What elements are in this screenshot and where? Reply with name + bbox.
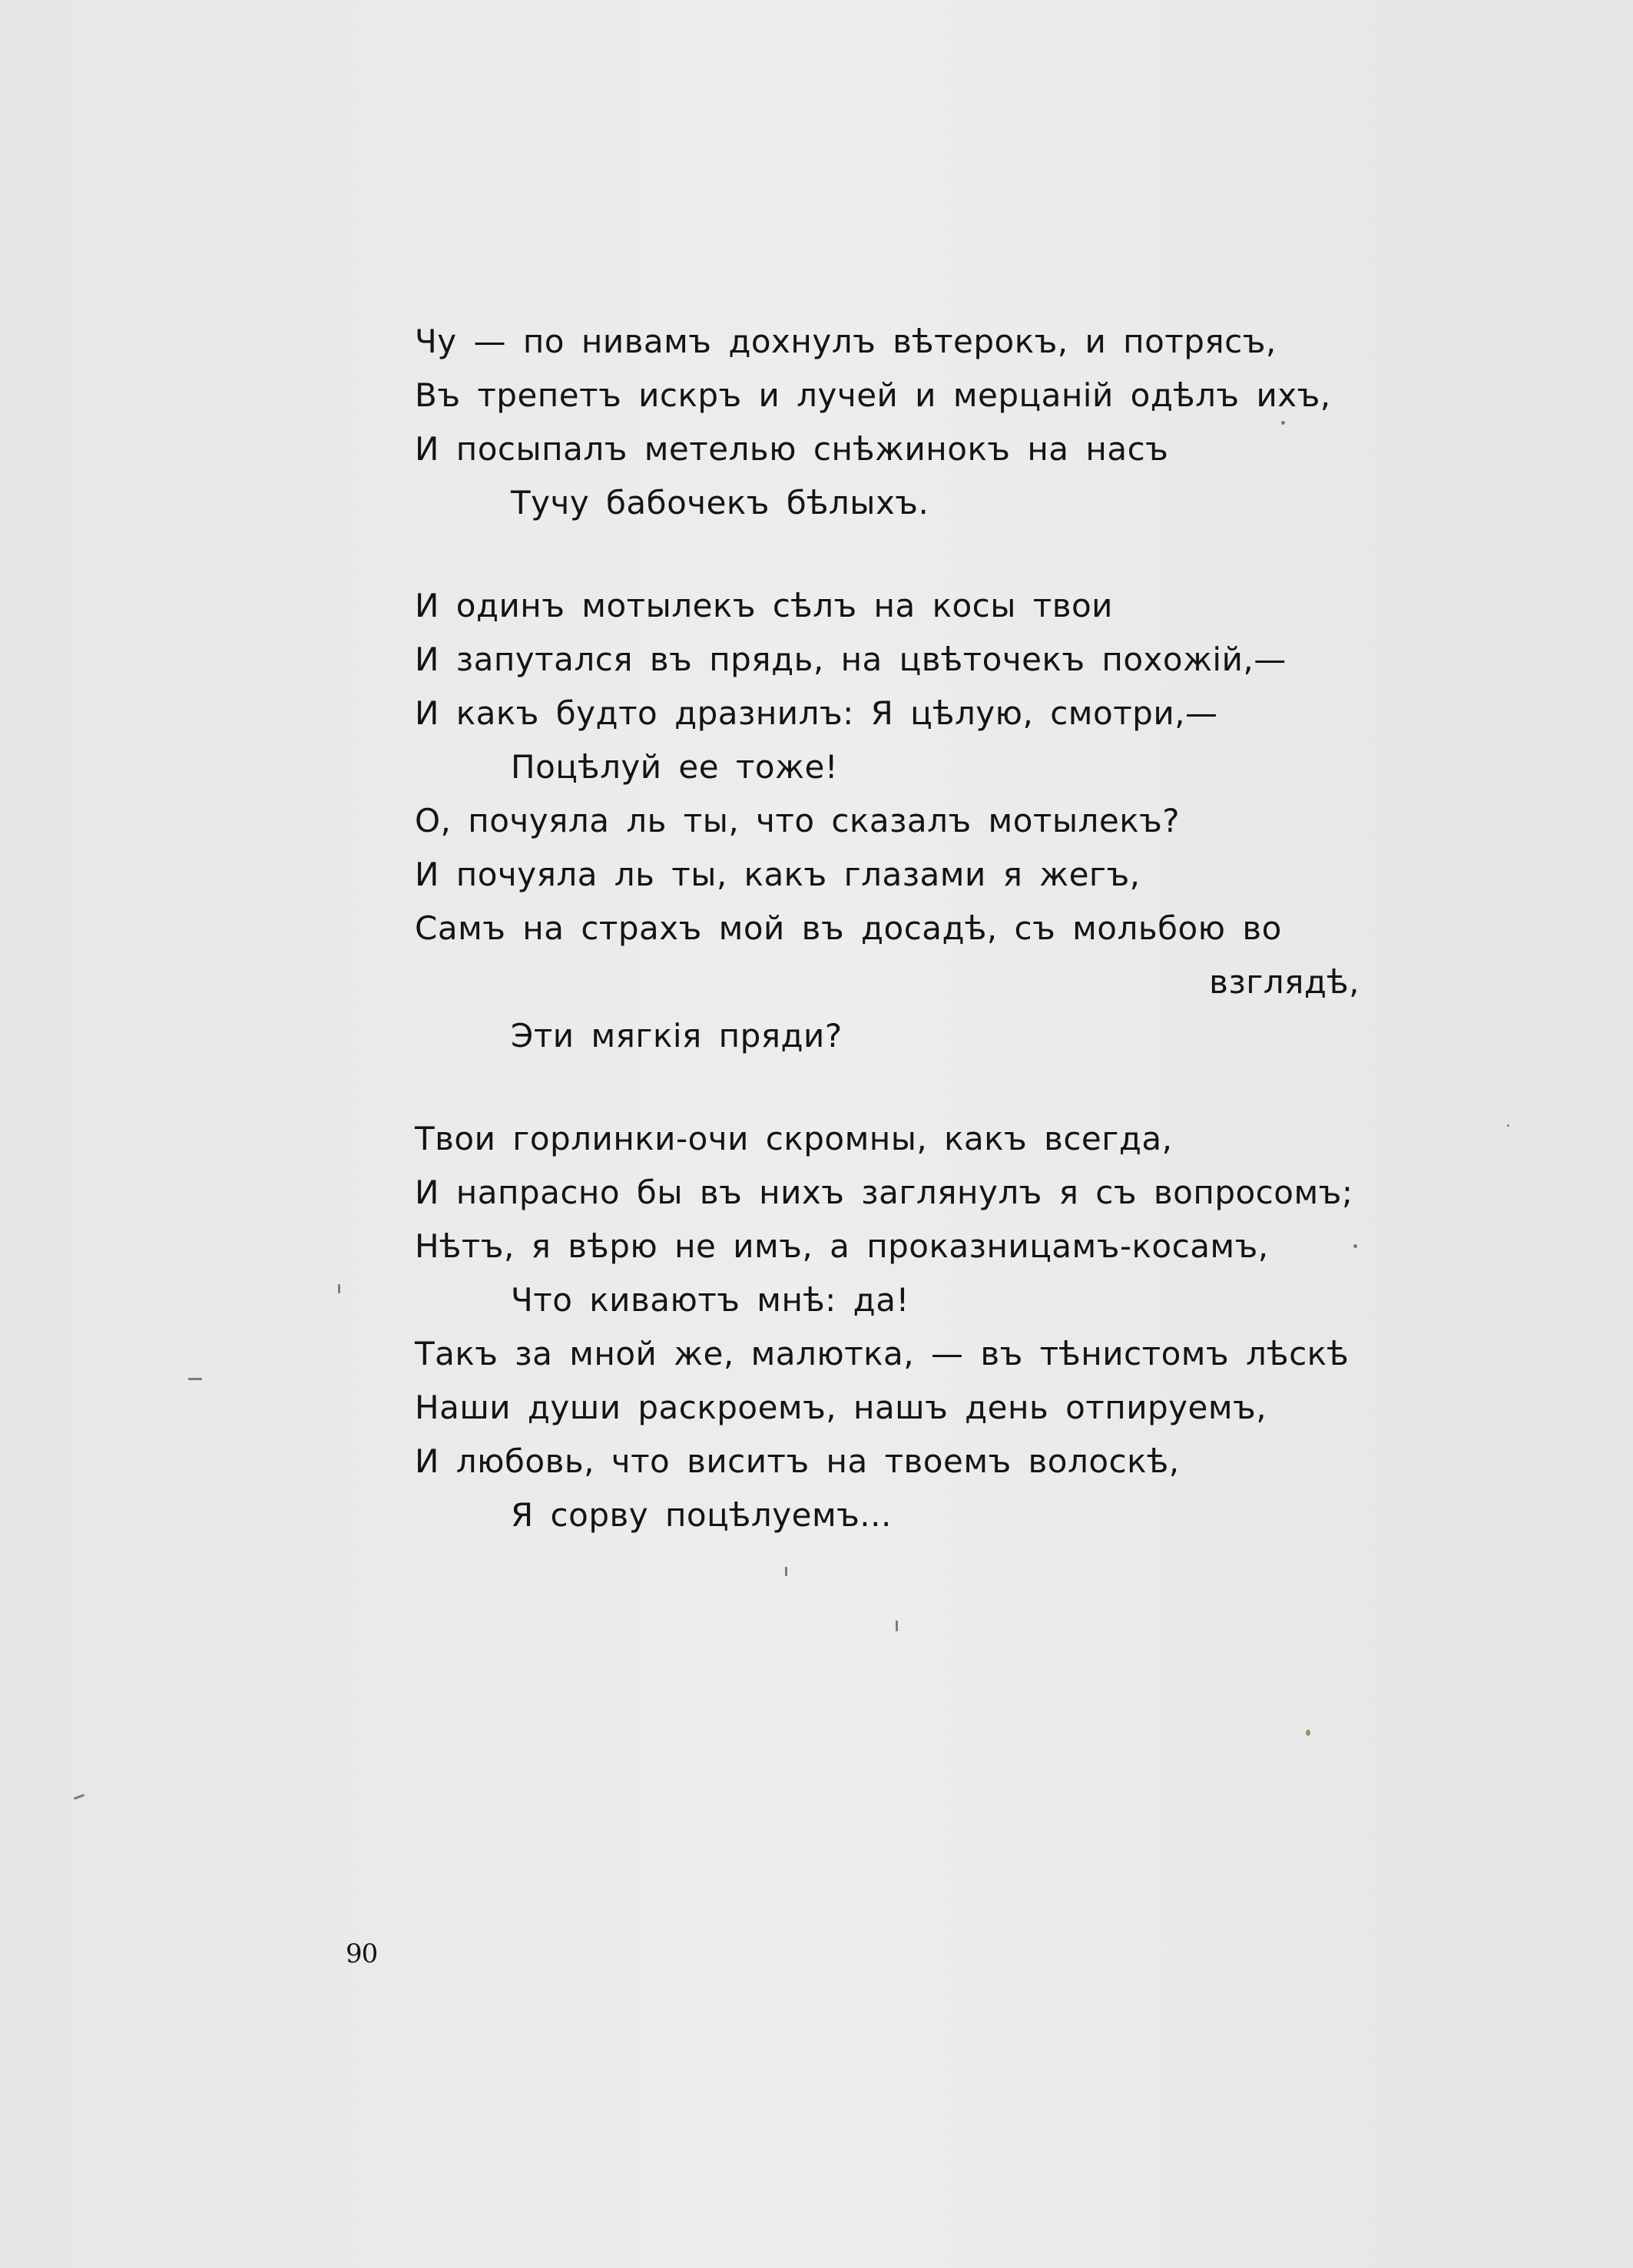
poem-line: И одинъ мотылекъ сѣлъ на косы твои: [415, 587, 1113, 624]
poem-line: Въ трепетъ искръ и лучей и мерцаній одѣлъ ихъ,: [415, 376, 1331, 414]
paper-speck: [896, 1621, 898, 1631]
paper-speck: [1507, 1124, 1509, 1127]
paper-speck: [1353, 1244, 1357, 1248]
poem-line: Самъ на страхъ мой въ досадѣ, съ мольбою во: [415, 909, 1282, 947]
poem-line: И запутался въ прядь, на цвѣточекъ похожій,—: [415, 641, 1287, 678]
poem-line: Твои горлинки-очи скромны, какъ всегда,: [415, 1120, 1173, 1157]
poem-line: Эти мягкія пряди?: [511, 1017, 843, 1055]
poem-line: И посыпалъ метелью снѣжинокъ на насъ: [415, 430, 1169, 468]
stanza-gap: [415, 1063, 1383, 1112]
poem-line: Я сорву поцѣлуемъ...: [511, 1496, 892, 1534]
poem-line: Тучу бабочекъ бѣлыхъ.: [511, 484, 929, 521]
paper-speck: [188, 1378, 202, 1380]
paper-speck: [785, 1567, 787, 1576]
poem: [415, 315, 1383, 1542]
stanza-gap: [415, 530, 1383, 579]
poem-line: О, почуяла ль ты, что сказалъ мотылекъ?: [415, 802, 1181, 839]
poem-line: Нѣтъ, я вѣрю не имъ, а проказницамъ-косамъ,: [415, 1227, 1269, 1265]
poem-line: Такъ за мной же, малютка, — въ тѣнистомъ лѣскѣ: [415, 1335, 1350, 1372]
paper-speck: [1281, 421, 1285, 425]
poem-line: Наши души раскроемъ, нашъ день отпируемъ,: [415, 1389, 1267, 1426]
poem-line: И какъ будто дразнилъ: Я цѣлую, смотри,—: [415, 694, 1218, 732]
paper-speck: [74, 1794, 84, 1800]
poem-line: взглядѣ,: [1209, 963, 1360, 1001]
poem-line: И напрасно бы въ нихъ заглянулъ я съ вопросомъ;: [415, 1174, 1353, 1211]
poem-line: И почуяла ль ты, какъ глазами я жегъ,: [415, 856, 1141, 893]
paper-speck: [1306, 1730, 1310, 1736]
poem-line: Что киваютъ мнѣ: да!: [511, 1281, 909, 1319]
poem-line: И любовь, что виситъ на твоемъ волоскѣ,: [415, 1442, 1180, 1480]
poem-line: Чу — по нивамъ дохнулъ вѣтерокъ, и потрясъ,: [415, 323, 1277, 360]
paper-speck: [338, 1284, 340, 1293]
page-number: 90: [346, 1939, 378, 1969]
poem-line: Поцѣлуй ее тоже!: [511, 748, 839, 786]
